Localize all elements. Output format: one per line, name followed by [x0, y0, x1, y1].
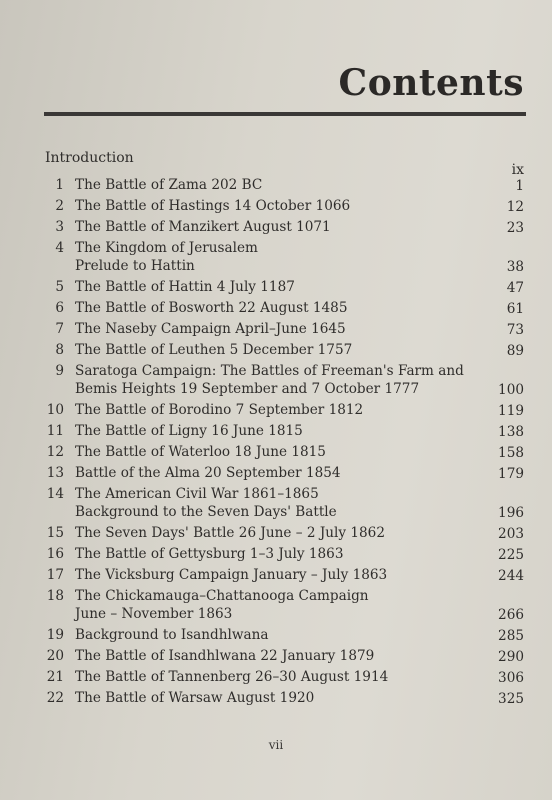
chapter-title	[75, 362, 524, 398]
chapter-page-number: 290	[498, 649, 524, 665]
chapter-title	[75, 401, 524, 419]
chapter-title	[75, 626, 524, 644]
chapter-page-number: 196	[498, 505, 524, 521]
chapter-title	[75, 218, 524, 236]
chapter-title	[75, 545, 524, 563]
chapter-title-line: The Battle of Bosworth 22 August 1485	[75, 300, 348, 316]
chapter-title	[75, 689, 524, 707]
chapter-title-line: The Battle of Manzikert August 1071	[75, 219, 331, 235]
chapter-title	[75, 278, 524, 296]
chapter-title-line: The Naseby Campaign April–June 1645	[75, 321, 346, 337]
chapter-title-line: The Chickamauga–Chattanooga Campaign	[75, 588, 369, 604]
chapter-title	[75, 668, 524, 686]
toc-entry	[40, 689, 524, 710]
chapter-title-line: The Battle of Warsaw August 1920	[75, 690, 315, 706]
chapter-title-line: The Seven Days' Battle 26 June – 2 July 1862	[75, 525, 385, 541]
toc-entry	[40, 464, 524, 485]
chapter-title-line: The Battle of Leuthen 5 December 1757	[75, 342, 353, 358]
chapter-title	[75, 197, 524, 215]
chapter-title	[75, 239, 524, 275]
toc-entry	[40, 668, 524, 689]
chapter-title	[75, 485, 524, 521]
chapter-number: 15	[46, 525, 64, 541]
chapter-number: 6	[55, 300, 64, 316]
chapter-title	[75, 341, 524, 359]
toc-entry	[40, 545, 524, 566]
toc-entry	[40, 443, 524, 464]
chapter-page-number: 100	[498, 382, 524, 398]
chapter-title-line: The Battle of Gettysburg 1–3 July 1863	[75, 546, 344, 562]
title-rule	[44, 112, 526, 116]
chapter-title-line: The Vicksburg Campaign January – July 1863	[75, 567, 388, 583]
chapter-page-number: 285	[498, 628, 524, 644]
chapter-number: 4	[55, 240, 64, 256]
chapter-number: 11	[46, 423, 64, 439]
chapter-title-line: The Battle of Hastings 14 October 1066	[75, 198, 351, 214]
toc-entry	[40, 341, 524, 362]
chapter-number: 21	[46, 669, 64, 685]
chapter-number: 16	[46, 546, 64, 562]
toc-entry	[40, 626, 524, 647]
chapter-page-number: 47	[506, 280, 524, 296]
chapter-page-number: 61	[506, 301, 524, 317]
chapter-title-line: The Battle of Zama 202 BC	[75, 177, 263, 193]
contents-list	[40, 176, 524, 710]
chapter-title	[75, 320, 524, 338]
chapter-number: 17	[46, 567, 64, 583]
chapter-title	[75, 422, 524, 440]
toc-entry	[40, 218, 524, 239]
chapter-title	[75, 464, 524, 482]
chapter-title-line: The Battle of Isandhlwana 22 January 1879	[75, 648, 375, 664]
chapter-page-number: 89	[506, 343, 524, 359]
chapter-number: 12	[46, 444, 64, 460]
chapter-number: 8	[55, 342, 64, 358]
toc-entry	[40, 647, 524, 668]
chapter-title-line: Saratoga Campaign: The Battles of Freeman's Farm and	[75, 363, 464, 379]
toc-entry	[40, 587, 524, 626]
chapter-number: 20	[46, 648, 64, 664]
chapter-number: 10	[46, 402, 64, 418]
toc-entry	[40, 362, 524, 401]
chapter-title	[75, 566, 524, 584]
chapter-title-line: Prelude to Hattin	[75, 258, 195, 274]
toc-entry	[40, 401, 524, 422]
toc-entry	[40, 422, 524, 443]
chapter-number: 2	[55, 198, 64, 214]
chapter-title	[75, 299, 524, 317]
chapter-title-line: The Battle of Ligny 16 June 1815	[75, 423, 303, 439]
toc-entry	[40, 278, 524, 299]
chapter-number: 7	[55, 321, 64, 337]
chapter-page-number: 244	[498, 568, 524, 584]
chapter-title-line: The American Civil War 1861–1865	[75, 486, 319, 502]
chapter-number: 13	[46, 465, 64, 481]
chapter-title-line: The Battle of Hattin 4 July 1187	[75, 279, 295, 295]
chapter-page-number: 23	[506, 220, 524, 236]
chapter-title-line: Background to the Seven Days' Battle	[75, 504, 337, 520]
chapter-number: 22	[46, 690, 64, 706]
chapter-title	[75, 443, 524, 461]
chapter-page-number: 138	[498, 424, 524, 440]
page-folio: vii	[268, 738, 284, 752]
chapter-title	[75, 176, 524, 194]
chapter-number: 5	[55, 279, 64, 295]
chapter-page-number: 119	[498, 403, 524, 419]
chapter-page-number: 12	[506, 199, 524, 215]
chapter-title-line: The Battle of Borodino 7 September 1812	[75, 402, 364, 418]
chapter-page-number: 158	[498, 445, 524, 461]
chapter-title	[75, 524, 524, 542]
chapter-number: 9	[55, 363, 64, 379]
toc-entry	[40, 176, 524, 197]
chapter-title-line: June – November 1863	[75, 606, 233, 622]
toc-entry	[40, 485, 524, 524]
chapter-title-line: Bemis Heights 19 September and 7 October 1777	[75, 381, 420, 397]
toc-entry	[40, 524, 524, 545]
chapter-title	[75, 587, 524, 623]
chapter-title-line: The Battle of Tannenberg 26–30 August 1914	[75, 669, 389, 685]
chapter-title	[75, 647, 524, 665]
chapter-page-number: 306	[498, 670, 524, 686]
toc-entry	[40, 197, 524, 218]
chapter-page-number: 266	[498, 607, 524, 623]
toc-entry	[40, 239, 524, 278]
chapter-number: 19	[46, 627, 64, 643]
chapter-number: 14	[46, 486, 64, 502]
chapter-title-line: The Kingdom of Jerusalem	[75, 240, 258, 256]
chapter-title-line: Battle of the Alma 20 September 1854	[75, 465, 341, 481]
introduction-page-number: ix	[511, 162, 524, 178]
chapter-page-number: 73	[506, 322, 524, 338]
chapter-number: 18	[46, 588, 64, 604]
chapter-page-number: 38	[506, 259, 524, 275]
chapter-page-number: 1	[515, 178, 524, 194]
toc-entry	[40, 566, 524, 587]
chapter-page-number: 203	[498, 526, 524, 542]
introduction-label: Introduction	[45, 150, 134, 166]
toc-entry	[40, 320, 524, 341]
chapter-number: 3	[55, 219, 64, 235]
chapter-page-number: 179	[498, 466, 524, 482]
chapter-page-number: 325	[498, 691, 524, 707]
chapter-title-line: Background to Isandhlwana	[75, 627, 269, 643]
page-title: Contents	[338, 62, 524, 104]
chapter-title-line: The Battle of Waterloo 18 June 1815	[75, 444, 326, 460]
chapter-page-number: 225	[498, 547, 524, 563]
toc-entry	[40, 299, 524, 320]
chapter-number: 1	[55, 177, 64, 193]
